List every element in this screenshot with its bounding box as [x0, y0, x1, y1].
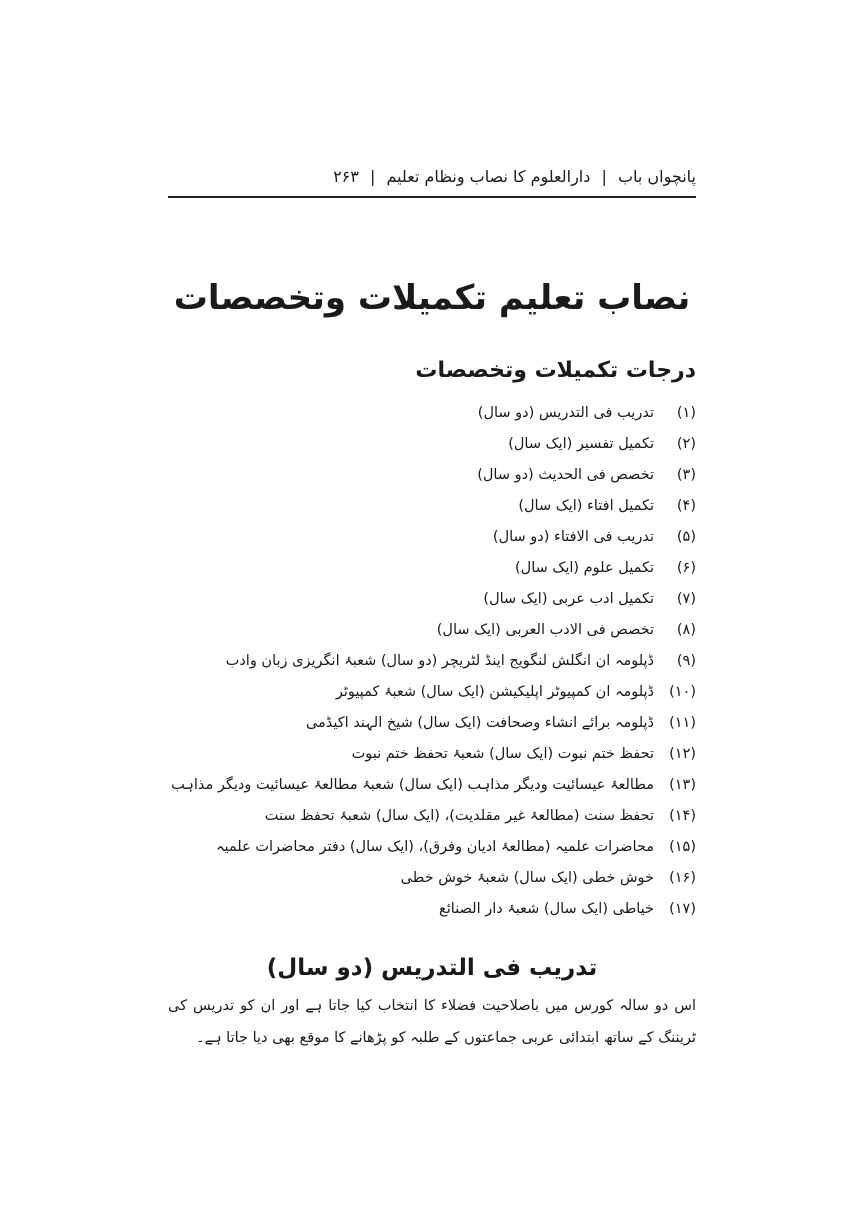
item-text: تخصص فی الحدیث (دو سال)	[477, 467, 654, 483]
item-number: (۱۶)	[669, 870, 696, 886]
item-number: (۶)	[676, 560, 696, 576]
running-header	[168, 160, 696, 194]
item-number: (۱۷)	[669, 901, 696, 917]
header-separator: |	[369, 167, 376, 186]
list-item	[176, 863, 696, 894]
item-text: تکمیل افتاء (ایک سال)	[518, 498, 654, 514]
list-item	[176, 553, 696, 584]
page-title: نصاب تعلیم تکمیلات وتخصصات	[173, 278, 691, 318]
item-number: (۱۵)	[669, 839, 696, 855]
item-text: تحفظ سنت (مطالعۂ غیر مقلدیت)، (ایک سال) شعبۂ تحفظ سنت	[264, 808, 654, 824]
item-text: ڈپلومہ ان کمپیوٹر اپلیکیشن (ایک سال) شعبۂ کمپیوٹر	[335, 684, 654, 700]
item-text: محاضرات علمیہ (مطالعۂ ادیان وفرق)، (ایک سال) دفتر محاضرات علمیہ	[216, 839, 654, 855]
page-number: ۲۶۳	[333, 167, 359, 186]
item-text: خیاطی (ایک سال) شعبۂ دار الصنائع	[439, 901, 654, 917]
list-item	[176, 832, 696, 863]
item-text: مطالعۂ عیسائیت ودیگر مذاہب (ایک سال) شعبۂ مطالعۂ عیسائیت ودیگر مذاہب	[171, 777, 654, 793]
section-heading: درجات تکمیلات وتخصصات	[415, 358, 696, 383]
list-item	[176, 677, 696, 708]
item-text: تکمیل علوم (ایک سال)	[515, 560, 654, 576]
list-item	[176, 398, 696, 429]
list-item	[176, 429, 696, 460]
item-number: (۱۲)	[669, 746, 696, 762]
item-number: (۹)	[676, 653, 696, 669]
chapter-label: پانچواں باب	[617, 167, 696, 186]
list-item	[176, 801, 696, 832]
item-text: ڈپلومہ برائے انشاء وصحافت (ایک سال) شیخ الہند اکیڈمی	[305, 715, 654, 731]
header-separator: |	[601, 167, 607, 186]
book-section-label: دارالعلوم کا نصاب ونظام تعلیم	[386, 167, 591, 186]
list-item	[176, 584, 696, 615]
list-item	[176, 708, 696, 739]
list-item	[176, 894, 696, 925]
list-item	[176, 460, 696, 491]
list-item	[176, 491, 696, 522]
item-number: (۱۱)	[669, 715, 696, 731]
item-text: تخصص فی الادب العربی (ایک سال)	[436, 622, 654, 638]
list-item	[176, 646, 696, 677]
item-number: (۱)	[676, 405, 696, 421]
item-text: تدریب فی الافتاء (دو سال)	[492, 529, 654, 545]
item-number: (۲)	[676, 436, 696, 452]
header-divider	[168, 196, 696, 198]
item-text: تکمیل ادب عربی (ایک سال)	[483, 591, 654, 607]
list-item	[171, 770, 696, 801]
item-number: (۵)	[676, 529, 696, 545]
item-text: تحفظ ختم نبوت (ایک سال) شعبۂ تحفظ ختم نبوت	[351, 746, 654, 762]
body-paragraph: اس دو سالہ کورس میں باصلاحیت فضلاء کا انتخاب کیا جاتا ہے اور ان کو تدریس کی ٹریننگ کے ساتھ ابتدائی عربی جماعتوں کے طلبہ کو پڑھانے کا موقع بھی دیا جاتا ہے۔	[168, 998, 696, 1046]
list-item	[176, 522, 696, 553]
list-item	[176, 615, 696, 646]
item-number: (۱۳)	[669, 777, 696, 793]
item-number: (۳)	[676, 467, 696, 483]
item-text: تدریب فی التدریس (دو سال)	[477, 405, 654, 421]
subheading: تدریب فی التدریس (دو سال)	[266, 955, 598, 981]
list-item	[176, 739, 696, 770]
item-number: (۴)	[676, 498, 696, 514]
item-number: (۱۴)	[669, 808, 696, 824]
item-number: (۱۰)	[669, 684, 696, 700]
courses-list	[171, 398, 696, 925]
item-number: (۷)	[676, 591, 696, 607]
item-text: تکمیل تفسیر (ایک سال)	[508, 436, 654, 452]
item-text: خوش خطی (ایک سال) شعبۂ خوش خطی	[400, 870, 654, 886]
item-number: (۸)	[676, 622, 696, 638]
item-text: ڈپلومہ ان انگلش لنگویج اینڈ لٹریچر (دو سال) شعبۂ انگریزی زبان وادب	[225, 653, 654, 669]
